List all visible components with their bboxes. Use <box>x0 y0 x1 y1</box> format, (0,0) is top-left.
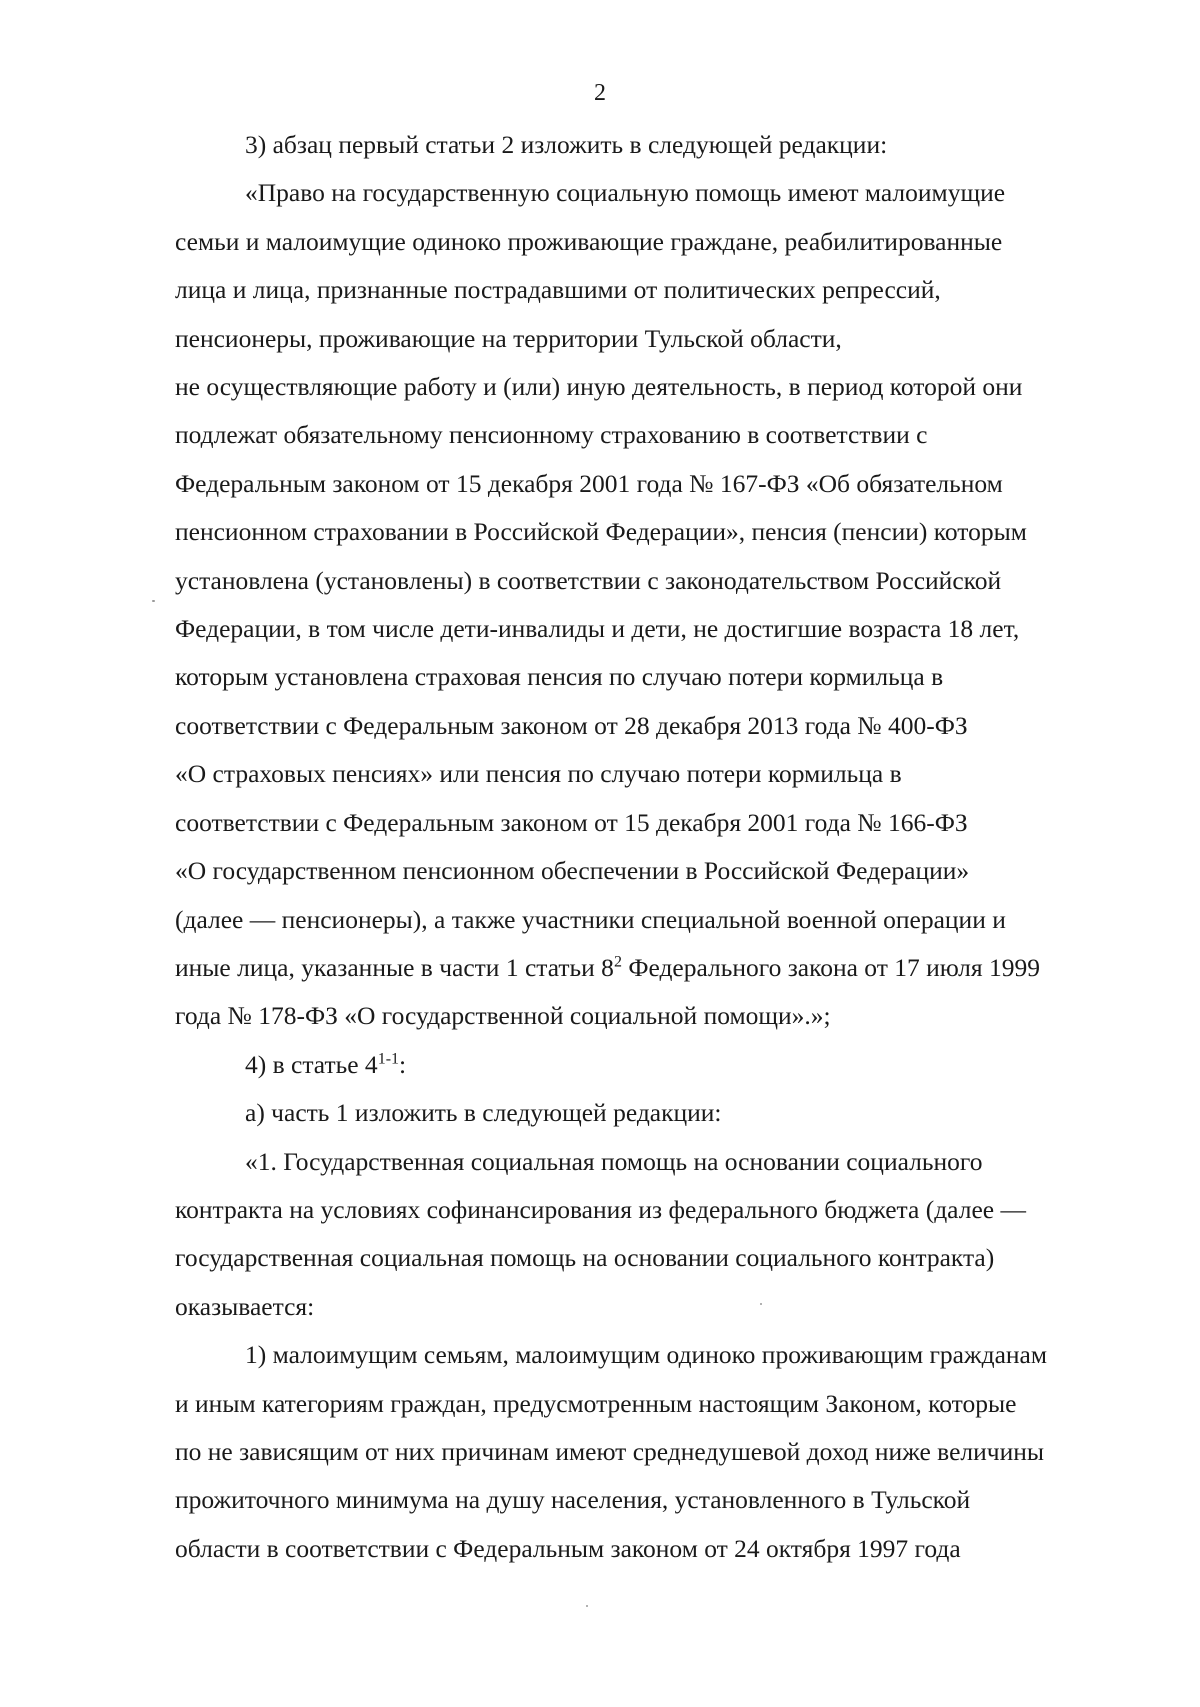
text-fragment: иные лица, указанные в части 1 статьи 8 <box>175 952 614 982</box>
text-line: «О государственном пенсионном обеспечении в Российской Федерации» <box>175 856 970 886</box>
item-4-quote-paragraph <box>175 1138 1138 1332</box>
text-line: прожиточного минимума на душу населения, установленного в Тульской <box>175 1485 971 1515</box>
text-fragment: : <box>399 1049 407 1079</box>
text-line: семьи и малоимущие одиноко проживающие граждане, реабилитированные <box>175 226 1003 256</box>
text-line: «Право на государственную социальную помощь имеют малоимущие <box>245 178 1006 208</box>
text-fragment: 4) в статье 4 <box>245 1049 378 1079</box>
text-line: которым установлена страховая пенсия по случаю потери кормильца в <box>175 662 944 692</box>
text-line: пенсионном страховании в Российской Федерации», пенсия (пенсии) которым <box>175 517 1027 547</box>
item-4-sub-a: а) часть 1 изложить в следующей редакции: <box>245 1098 722 1128</box>
item-3-heading: 3) абзац первый статьи 2 изложить в следующей редакции: <box>245 130 888 159</box>
scan-speck <box>152 600 155 602</box>
text-line: подлежат обязательному пенсионному страхованию в соответствии с <box>175 420 928 450</box>
text-line: не осуществляющие работу и (или) иную деятельность, в период которой они <box>175 372 1023 402</box>
text-line: (далее — пенсионеры), а также участники специальной военной операции и <box>175 904 1006 934</box>
text-line: по не зависящим от них причинам имеют среднедушевой доход ниже величины <box>175 1436 1045 1466</box>
superscript: 2 <box>613 953 622 971</box>
item-4-point-1 <box>175 1331 1138 1573</box>
text-line: соответствии с Федеральным законом от 28 декабря 2013 года № 400-ФЗ <box>175 710 968 740</box>
text-line: Федерации, в том числе дети-инвалиды и дети, не достигшие возраста 18 лет, <box>175 614 1020 644</box>
text-line: лица и лица, признанные пострадавшими от политических репрессий, <box>175 275 941 305</box>
page-number: 2 <box>594 80 606 106</box>
item-3-quote-paragraph <box>175 169 1138 1040</box>
text-line: установлена (установлены) в соответствии с законодательством Российской <box>175 565 1002 595</box>
text-line: «1. Государственная социальная помощь на основании социального <box>245 1146 983 1176</box>
text-line: года № 178-ФЗ «О государственной социальной помощи».»; <box>175 1001 831 1031</box>
text-line: оказывается: <box>175 1291 315 1321</box>
text-line: контракта на условиях софинансирования из федерального бюджета (далее — <box>175 1194 1026 1224</box>
text-fragment: Федерального закона от 17 июля 1999 <box>621 952 1040 982</box>
text-line: Федеральным законом от 15 декабря 2001 года № 167-ФЗ «Об обязательном <box>175 468 1003 498</box>
text-line: пенсионеры, проживающие на территории Тульской области, <box>175 323 842 353</box>
item-4-heading <box>175 1041 1138 1089</box>
text-line: государственная социальная помощь на основании социального контракта) <box>175 1243 995 1273</box>
scan-speck <box>760 1303 762 1305</box>
text-line: 1) малоимущим семьям, малоимущим одиноко проживающим гражданам <box>245 1340 1047 1370</box>
text-line <box>175 953 1040 982</box>
document-body <box>175 121 1138 1573</box>
text-line: области в соответствии с Федеральным законом от 24 октября 1997 года <box>175 1533 961 1563</box>
scan-speck <box>586 1605 588 1607</box>
text-line: и иным категориям граждан, предусмотренным настоящим Законом, которые <box>175 1388 1017 1418</box>
text-line: «О страховых пенсиях» или пенсия по случаю потери кормильца в <box>175 759 902 789</box>
superscript: 1-1 <box>377 1050 400 1068</box>
text-line: соответствии с Федеральным законом от 15 декабря 2001 года № 166-ФЗ <box>175 807 968 837</box>
